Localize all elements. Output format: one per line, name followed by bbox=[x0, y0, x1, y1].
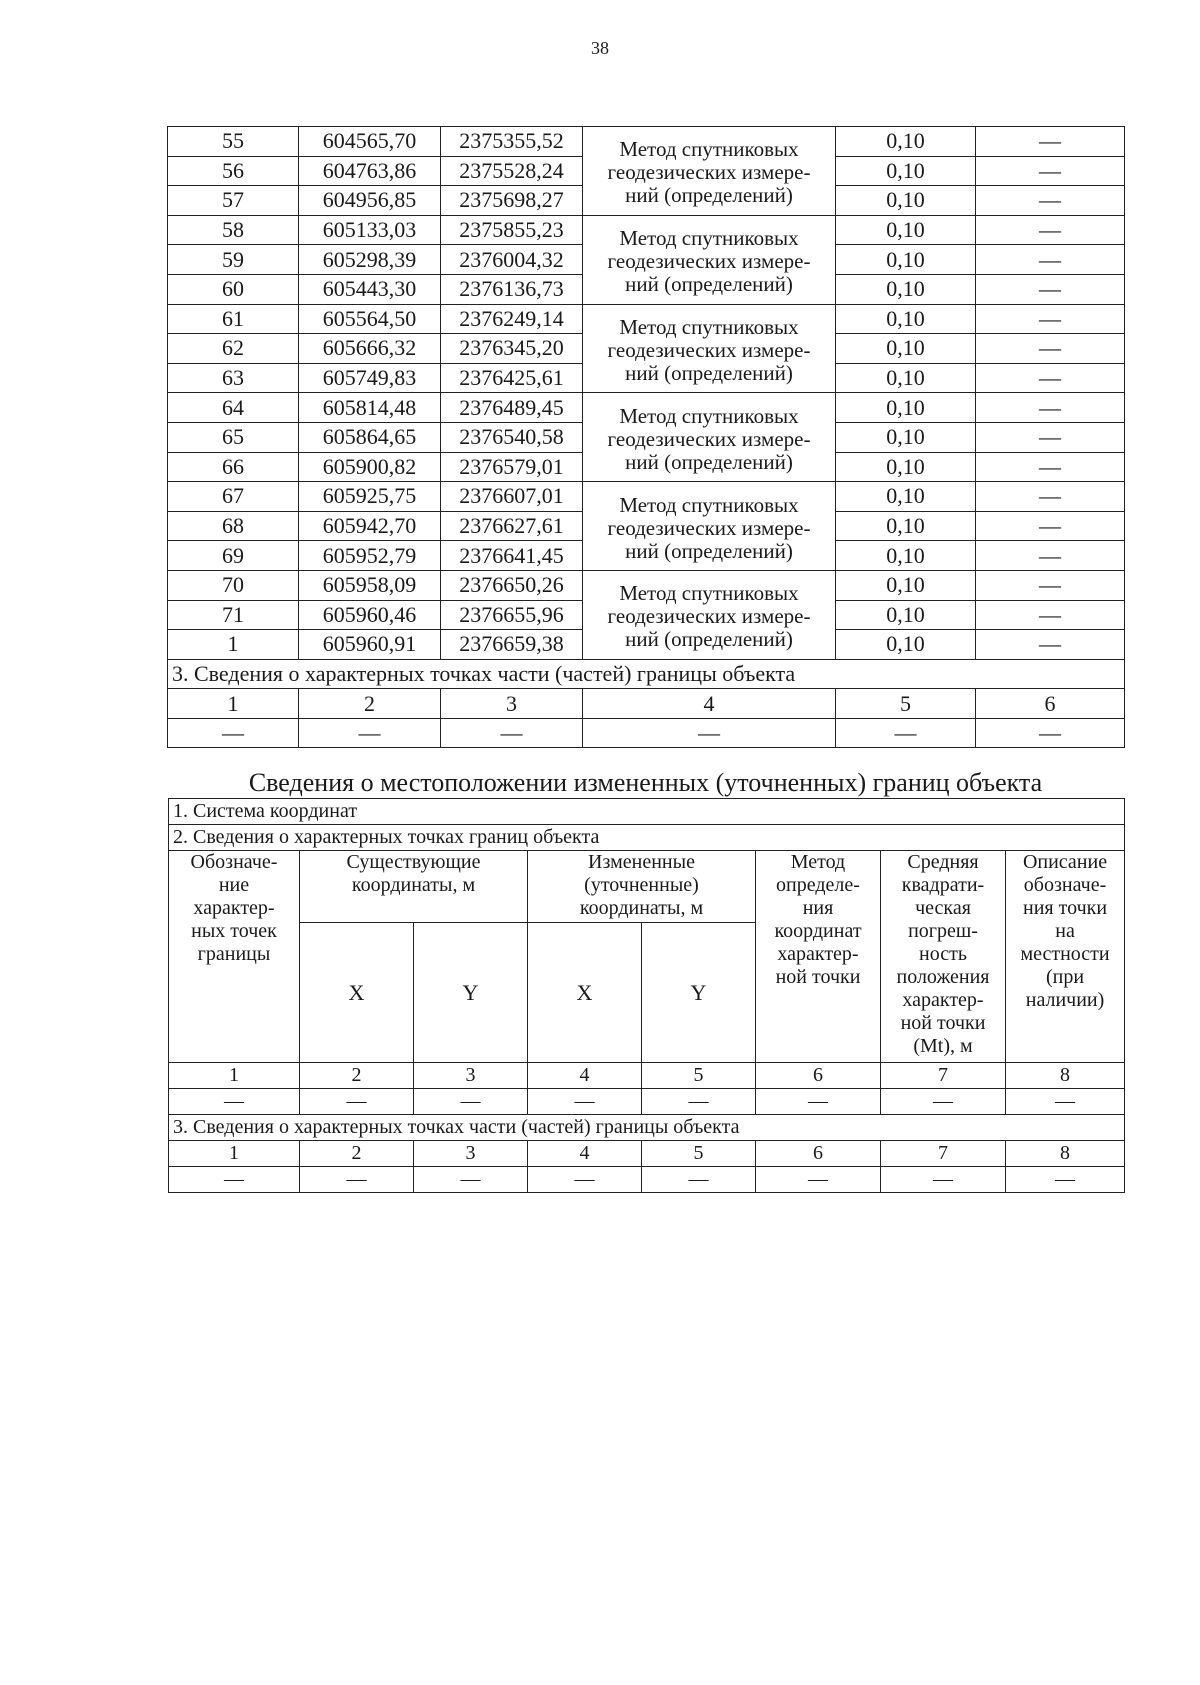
point-number: 67 bbox=[168, 482, 299, 512]
table-row bbox=[169, 1063, 1125, 1089]
empty-dash: — bbox=[1006, 1167, 1125, 1193]
coord-y: 2376655,96 bbox=[441, 600, 583, 630]
table-row bbox=[169, 1089, 1125, 1115]
empty-dash: — bbox=[756, 1089, 881, 1115]
empty-dash: — bbox=[528, 1089, 642, 1115]
coord-x: 604565,70 bbox=[299, 127, 441, 157]
column-number: 8 bbox=[1006, 1063, 1125, 1089]
accuracy-value: 0,10 bbox=[836, 511, 976, 541]
point-number: 1 bbox=[168, 630, 299, 660]
coord-y: 2376004,32 bbox=[441, 245, 583, 275]
empty-dash: — bbox=[836, 718, 976, 748]
empty-dash: — bbox=[299, 718, 441, 748]
coord-x: 605443,30 bbox=[299, 274, 441, 304]
header-rms-error: Средняя квадрати- ческая погреш- ность положения характер- ной точки (Mt), м bbox=[881, 851, 1006, 1063]
method-cell bbox=[583, 127, 836, 216]
column-number: 3 bbox=[441, 689, 583, 719]
method-line: Метод спутниковых bbox=[619, 137, 799, 162]
column-number: 5 bbox=[642, 1141, 756, 1167]
coord-y: 2376641,45 bbox=[441, 541, 583, 571]
method-line: геодезических измере- bbox=[607, 426, 811, 451]
empty-dash: — bbox=[528, 1167, 642, 1193]
table-row bbox=[169, 1141, 1125, 1167]
column-number: 2 bbox=[299, 689, 441, 719]
column-number: 6 bbox=[756, 1063, 881, 1089]
coord-y: 2376650,26 bbox=[441, 570, 583, 600]
method-line: ний (определений) bbox=[625, 272, 793, 297]
table-row bbox=[168, 659, 1125, 689]
part-points-heading: 3. Сведения о характерных точках части (частей) границы объекта bbox=[168, 659, 1125, 689]
empty-dash: — bbox=[881, 1167, 1006, 1193]
coord-y: 2375855,23 bbox=[441, 215, 583, 245]
table-row bbox=[168, 689, 1125, 719]
point-description: — bbox=[976, 304, 1125, 334]
header-changed-coords: Измененные (уточненные) координаты, м bbox=[528, 851, 756, 923]
method-line: геодезических измере- bbox=[607, 604, 811, 629]
point-description: — bbox=[976, 215, 1125, 245]
coord-x: 605133,03 bbox=[299, 215, 441, 245]
table-row bbox=[168, 304, 1125, 334]
method-line: ний (определений) bbox=[625, 183, 793, 208]
empty-dash: — bbox=[414, 1167, 528, 1193]
coord-x: 605960,46 bbox=[299, 600, 441, 630]
coord-x: 605814,48 bbox=[299, 393, 441, 423]
part-points-heading: 3. Сведения о характерных точках части (частей) границы объекта bbox=[169, 1115, 1125, 1141]
page-number: 38 bbox=[591, 38, 609, 58]
coord-y: 2376425,61 bbox=[441, 363, 583, 393]
coord-y: 2376659,38 bbox=[441, 630, 583, 660]
coord-x: 605749,83 bbox=[299, 363, 441, 393]
table-row bbox=[168, 127, 1125, 157]
point-description: — bbox=[976, 600, 1125, 630]
coord-x: 605900,82 bbox=[299, 452, 441, 482]
empty-dash: — bbox=[300, 1089, 414, 1115]
method-line: Метод спутниковых bbox=[619, 581, 799, 606]
accuracy-value: 0,10 bbox=[836, 422, 976, 452]
empty-dash: — bbox=[168, 718, 299, 748]
method-line: Метод спутниковых bbox=[619, 403, 799, 428]
coord-y: 2376607,01 bbox=[441, 482, 583, 512]
header-changed-x: X bbox=[528, 923, 642, 1063]
point-number: 56 bbox=[168, 156, 299, 186]
accuracy-value: 0,10 bbox=[836, 245, 976, 275]
header-designation: Обозначе- ние характер- ных точек границы bbox=[169, 851, 300, 1063]
point-number: 59 bbox=[168, 245, 299, 275]
coord-x: 605298,39 bbox=[299, 245, 441, 275]
coord-y: 2376579,01 bbox=[441, 452, 583, 482]
empty-dash: — bbox=[642, 1167, 756, 1193]
coord-y: 2375528,24 bbox=[441, 156, 583, 186]
accuracy-value: 0,10 bbox=[836, 274, 976, 304]
coord-y: 2376540,58 bbox=[441, 422, 583, 452]
point-description: — bbox=[976, 127, 1125, 157]
empty-dash: — bbox=[881, 1089, 1006, 1115]
point-description: — bbox=[976, 482, 1125, 512]
point-number: 64 bbox=[168, 393, 299, 423]
point-number: 60 bbox=[168, 274, 299, 304]
point-number: 63 bbox=[168, 363, 299, 393]
column-number: 2 bbox=[300, 1063, 414, 1089]
section-title: Сведения о местоположении измененных (уточненных) границ объекта bbox=[248, 768, 1043, 797]
points-heading: 2. Сведения о характерных точках границ объекта bbox=[169, 825, 1125, 851]
method-line: ний (определений) bbox=[625, 360, 793, 385]
method-line: геодезических измере- bbox=[607, 337, 811, 362]
coord-x: 605958,09 bbox=[299, 570, 441, 600]
column-number: 4 bbox=[528, 1063, 642, 1089]
table-row bbox=[168, 393, 1125, 423]
header-existing-y: Y bbox=[414, 923, 528, 1063]
method-line: Метод спутниковых bbox=[619, 226, 799, 251]
column-number: 8 bbox=[1006, 1141, 1125, 1167]
table-row bbox=[168, 215, 1125, 245]
point-description: — bbox=[976, 393, 1125, 423]
column-number: 1 bbox=[168, 689, 299, 719]
empty-dash: — bbox=[756, 1167, 881, 1193]
coord-x: 605564,50 bbox=[299, 304, 441, 334]
coord-x: 605942,70 bbox=[299, 511, 441, 541]
empty-dash: — bbox=[300, 1167, 414, 1193]
point-number: 57 bbox=[168, 186, 299, 216]
empty-dash: — bbox=[642, 1089, 756, 1115]
coord-y: 2376136,73 bbox=[441, 274, 583, 304]
accuracy-value: 0,10 bbox=[836, 600, 976, 630]
column-number: 7 bbox=[881, 1141, 1006, 1167]
accuracy-value: 0,10 bbox=[836, 482, 976, 512]
coord-x: 605925,75 bbox=[299, 482, 441, 512]
coord-system-heading: 1. Система координат bbox=[169, 799, 1125, 825]
column-number: 4 bbox=[528, 1141, 642, 1167]
point-description: — bbox=[976, 422, 1125, 452]
method-line: геодезических измере- bbox=[607, 160, 811, 185]
accuracy-value: 0,10 bbox=[836, 215, 976, 245]
coord-y: 2376489,45 bbox=[441, 393, 583, 423]
empty-dash: — bbox=[441, 718, 583, 748]
accuracy-value: 0,10 bbox=[836, 630, 976, 660]
coord-y: 2376627,61 bbox=[441, 511, 583, 541]
method-cell bbox=[583, 304, 836, 393]
point-description: — bbox=[976, 541, 1125, 571]
accuracy-value: 0,10 bbox=[836, 452, 976, 482]
point-description: — bbox=[976, 274, 1125, 304]
point-number: 66 bbox=[168, 452, 299, 482]
point-description: — bbox=[976, 511, 1125, 541]
point-description: — bbox=[976, 363, 1125, 393]
coord-x: 605666,32 bbox=[299, 334, 441, 364]
point-description: — bbox=[976, 334, 1125, 364]
table-row bbox=[168, 718, 1125, 748]
accuracy-value: 0,10 bbox=[836, 334, 976, 364]
empty-dash: — bbox=[583, 718, 836, 748]
method-cell bbox=[583, 570, 836, 659]
column-number: 7 bbox=[881, 1063, 1006, 1089]
point-description: — bbox=[976, 630, 1125, 660]
accuracy-value: 0,10 bbox=[836, 127, 976, 157]
point-number: 70 bbox=[168, 570, 299, 600]
point-number: 71 bbox=[168, 600, 299, 630]
point-number: 58 bbox=[168, 215, 299, 245]
method-cell bbox=[583, 393, 836, 482]
column-number: 4 bbox=[583, 689, 836, 719]
header-method: Метод определе- ния координат характер- ной точки bbox=[756, 851, 881, 1063]
coord-y: 2376345,20 bbox=[441, 334, 583, 364]
coord-y: 2375355,52 bbox=[441, 127, 583, 157]
empty-dash: — bbox=[414, 1089, 528, 1115]
point-number: 55 bbox=[168, 127, 299, 157]
point-number: 68 bbox=[168, 511, 299, 541]
accuracy-value: 0,10 bbox=[836, 363, 976, 393]
coord-y: 2376249,14 bbox=[441, 304, 583, 334]
coord-x: 604763,86 bbox=[299, 156, 441, 186]
coord-y: 2375698,27 bbox=[441, 186, 583, 216]
method-line: ний (определений) bbox=[625, 627, 793, 652]
point-description: — bbox=[976, 452, 1125, 482]
column-number: 1 bbox=[169, 1141, 300, 1167]
coord-x: 605952,79 bbox=[299, 541, 441, 571]
point-number: 65 bbox=[168, 422, 299, 452]
point-number: 61 bbox=[168, 304, 299, 334]
column-number: 3 bbox=[414, 1141, 528, 1167]
method-line: ний (определений) bbox=[625, 538, 793, 563]
column-number: 2 bbox=[300, 1141, 414, 1167]
point-description: — bbox=[976, 186, 1125, 216]
boundary-points-table bbox=[167, 126, 1125, 748]
coord-x: 604956,85 bbox=[299, 186, 441, 216]
accuracy-value: 0,10 bbox=[836, 304, 976, 334]
column-number: 1 bbox=[169, 1063, 300, 1089]
header-existing-x: X bbox=[300, 923, 414, 1063]
column-number: 6 bbox=[756, 1141, 881, 1167]
changed-boundaries-table bbox=[168, 798, 1125, 1193]
method-line: ний (определений) bbox=[625, 449, 793, 474]
method-line: геодезических измере- bbox=[607, 515, 811, 540]
point-description: — bbox=[976, 570, 1125, 600]
coord-x: 605960,91 bbox=[299, 630, 441, 660]
accuracy-value: 0,10 bbox=[836, 393, 976, 423]
method-line: Метод спутниковых bbox=[619, 492, 799, 517]
method-cell bbox=[583, 482, 836, 571]
column-number: 3 bbox=[414, 1063, 528, 1089]
header-description: Описание обозначе- ния точки на местности (при наличии) bbox=[1006, 851, 1125, 1063]
column-number: 5 bbox=[642, 1063, 756, 1089]
empty-dash: — bbox=[169, 1089, 300, 1115]
empty-dash: — bbox=[976, 718, 1125, 748]
accuracy-value: 0,10 bbox=[836, 156, 976, 186]
method-cell bbox=[583, 215, 836, 304]
column-number: 5 bbox=[836, 689, 976, 719]
method-line: геодезических измере- bbox=[607, 249, 811, 274]
method-line: Метод спутниковых bbox=[619, 314, 799, 339]
empty-dash: — bbox=[1006, 1089, 1125, 1115]
point-description: — bbox=[976, 245, 1125, 275]
table-row bbox=[168, 570, 1125, 600]
table-row bbox=[168, 482, 1125, 512]
empty-dash: — bbox=[169, 1167, 300, 1193]
accuracy-value: 0,10 bbox=[836, 570, 976, 600]
header-changed-y: Y bbox=[642, 923, 756, 1063]
table-row bbox=[169, 1167, 1125, 1193]
accuracy-value: 0,10 bbox=[836, 541, 976, 571]
column-number: 6 bbox=[976, 689, 1125, 719]
point-description: — bbox=[976, 156, 1125, 186]
coord-x: 605864,65 bbox=[299, 422, 441, 452]
point-number: 69 bbox=[168, 541, 299, 571]
point-number: 62 bbox=[168, 334, 299, 364]
header-existing-coords: Существующие координаты, м bbox=[300, 851, 528, 923]
accuracy-value: 0,10 bbox=[836, 186, 976, 216]
